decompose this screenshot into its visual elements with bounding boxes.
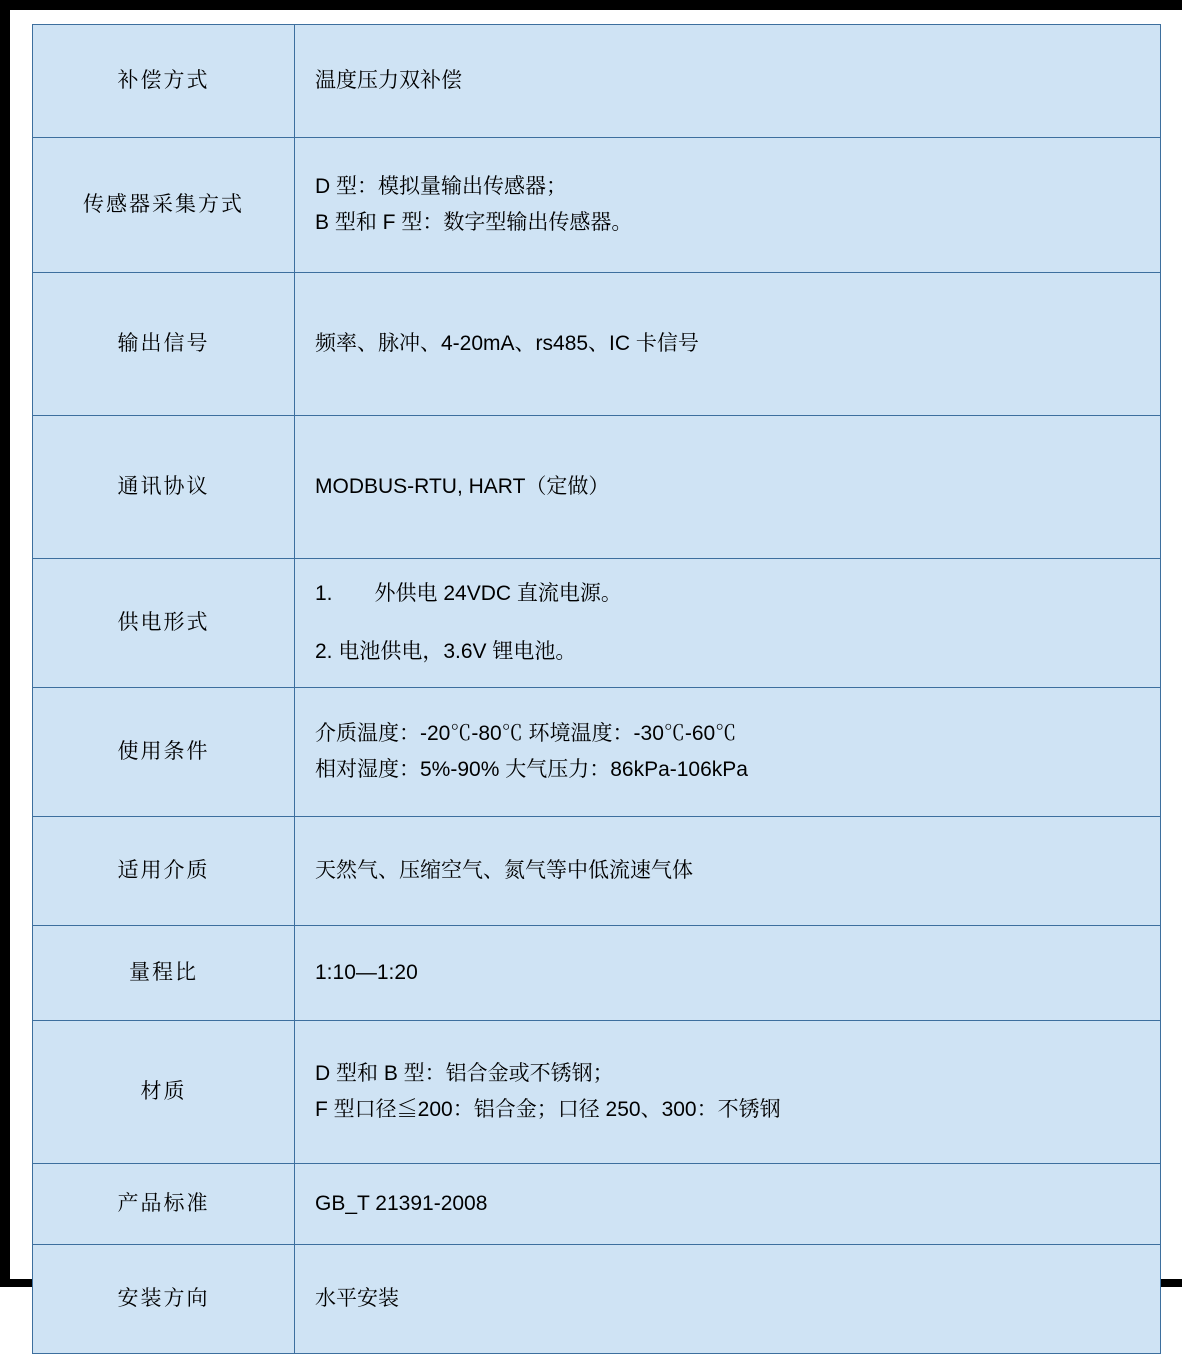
row-value-line: 2. 电池供电，3.6V 锂电池。	[315, 640, 577, 663]
row-value-line: D 型：模拟量输出传感器；	[315, 174, 567, 198]
row-value-line: F 型口径≦200：铝合金；口径 250、300：不锈钢	[315, 1098, 781, 1121]
table-row	[33, 559, 1161, 688]
row-label: 安装方向	[33, 1245, 295, 1354]
table-row	[33, 1021, 1161, 1164]
row-value-line: MODBUS-RTU, HART（定做）	[315, 474, 610, 498]
row-label: 材质	[33, 1021, 295, 1164]
row-value-line: GB_T 21391-2008	[315, 1191, 488, 1215]
row-value	[295, 138, 1161, 273]
row-value	[295, 559, 1161, 688]
row-value-line: 频率、脉冲、4-20mA、rs485、IC 卡信号	[315, 331, 699, 355]
row-value-line: 天然气、压缩空气、氮气等中低流速气体	[315, 858, 693, 882]
row-value	[295, 688, 1161, 817]
row-label: 量程比	[33, 926, 295, 1021]
row-value-line: B 型和 F 型：数字型输出传感器。	[315, 211, 633, 234]
row-value	[295, 273, 1161, 416]
table-row	[33, 416, 1161, 559]
table-row	[33, 25, 1161, 138]
row-label: 补偿方式	[33, 25, 295, 138]
table-row	[33, 688, 1161, 817]
row-value-line: 1:10—1:20	[315, 960, 418, 984]
row-value-line: 温度压力双补偿	[315, 68, 462, 92]
row-value	[295, 926, 1161, 1021]
spec-table-container	[32, 24, 1160, 1354]
row-label: 适用介质	[33, 817, 295, 926]
row-value-line: 介质温度：-20℃-80℃ 环境温度：-30℃-60℃	[315, 721, 737, 745]
row-value	[295, 25, 1161, 138]
table-row	[33, 1245, 1161, 1354]
row-label: 供电形式	[33, 559, 295, 688]
table-row	[33, 138, 1161, 273]
row-value	[295, 1245, 1161, 1354]
table-row	[33, 817, 1161, 926]
row-value	[295, 1021, 1161, 1164]
page-frame-top	[0, 0, 1182, 10]
table-row	[33, 1164, 1161, 1245]
row-value	[295, 817, 1161, 926]
row-label: 传感器采集方式	[33, 138, 295, 273]
row-value-line: 1. 外供电 24VDC 直流电源。	[315, 581, 622, 605]
table-row	[33, 926, 1161, 1021]
row-label: 通讯协议	[33, 416, 295, 559]
page-frame-left	[0, 0, 10, 1287]
row-value-line: D 型和 B 型：铝合金或不锈钢；	[315, 1061, 614, 1085]
row-value-line: 相对湿度：5%-90% 大气压力：86kPa-106kPa	[315, 758, 748, 781]
row-value-line: 水平安装	[315, 1286, 399, 1310]
row-label: 使用条件	[33, 688, 295, 817]
table-row	[33, 273, 1161, 416]
row-label: 输出信号	[33, 273, 295, 416]
row-value	[295, 1164, 1161, 1245]
spec-table	[32, 24, 1161, 1354]
row-label: 产品标准	[33, 1164, 295, 1245]
row-value	[295, 416, 1161, 559]
